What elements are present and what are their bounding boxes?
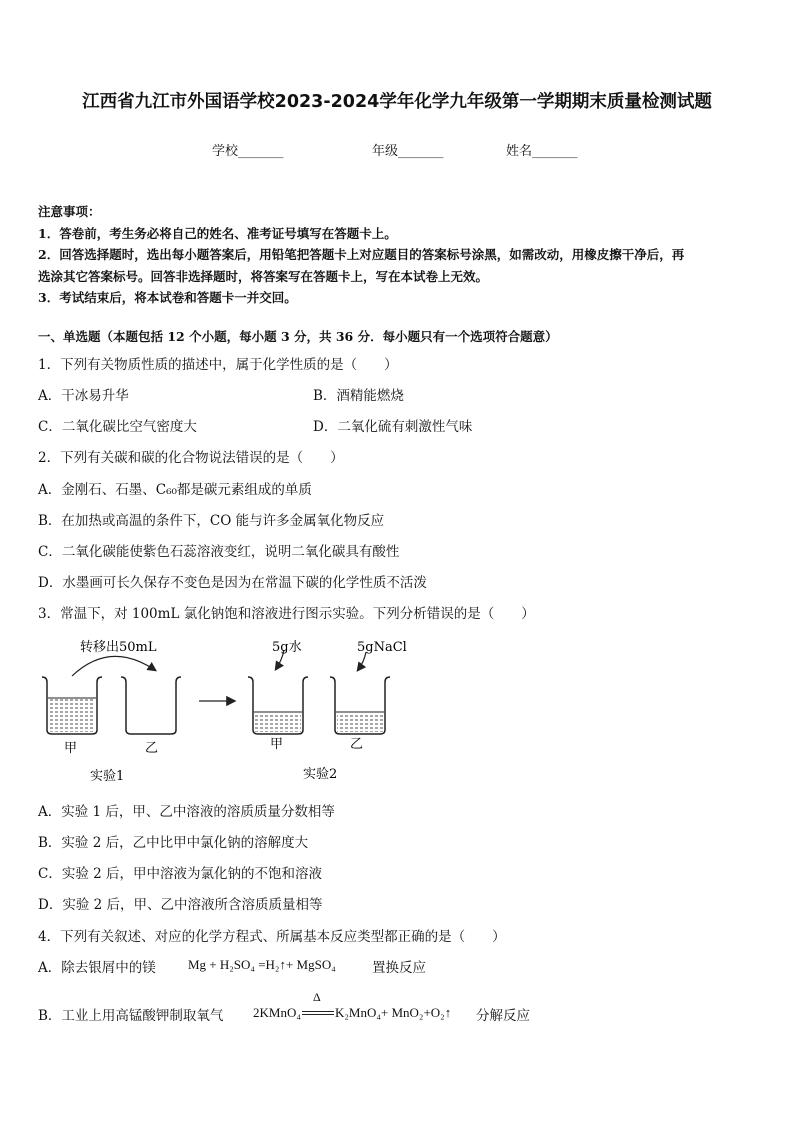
nacl-label: 5gNaCl: [357, 640, 407, 655]
q3-option-b[interactable]: B．实验 2 后，乙中比甲中氯化钠的溶解度大: [38, 835, 309, 851]
q4-option-b-condition: Δ: [313, 990, 321, 1004]
q2-option-b[interactable]: B．在加热或高温的条件下，CO 能与许多金属氧化物反应: [38, 513, 385, 529]
q4-option-b-type: 分解反应: [476, 1008, 530, 1024]
notes-item-2a: 2．回答选择题时，选出每小题答案后，用铅笔把答题卡上对应题目的答案标号涂黑，如需改动，用橡皮擦干净后，再: [38, 247, 685, 262]
name-field[interactable]: 姓名_______: [506, 144, 578, 159]
q3-option-c[interactable]: C．实验 2 后，甲中溶液为氯化钠的不饱和溶液: [38, 866, 323, 882]
notes-item-2b: 选涂其它答案标号。回答非选择题时，将答案写在答题卡上，写在本试卷上无效。: [38, 268, 489, 284]
school-field[interactable]: 学校_______: [212, 144, 284, 159]
notes-item-3: 3．考试结束后，将本试卷和答题卡一并交回。: [38, 290, 297, 305]
q2-option-c[interactable]: C．二氧化碳能使紫色石蕊溶液变红，说明二氧化碳具有酸性: [38, 544, 400, 560]
transfer-label: 转移出50mL: [80, 640, 157, 655]
label-jia-exp2: 甲: [270, 737, 284, 752]
q4-option-b-reaction-bar-2: [302, 1014, 334, 1015]
q3-experiment-figure: [0, 630, 794, 790]
q3-option-a[interactable]: A．实验 1 后，甲、乙中溶液的溶质质量分数相等: [38, 804, 335, 820]
section-heading: 一、单选题（本题包括 12 个小题，每小题 3 分，共 36 分．每小题只有一个选项符合题意）: [38, 329, 558, 344]
q4-option-b-equation-left: 2KMnO₄: [253, 1005, 301, 1020]
q2-option-d[interactable]: D．水墨画可长久保存不变色是因为在常温下碳的化学性质不活泼: [38, 575, 427, 591]
label-exp1: 实验1: [90, 769, 125, 784]
q1-option-b[interactable]: B．酒精能燃烧: [313, 388, 404, 404]
notes-block: [38, 201, 760, 309]
q1-option-d[interactable]: D．二氧化硫有刺激性气味: [313, 419, 473, 435]
notes-item-1: 1．答卷前，考生务必将自己的姓名、准考证号填写在答题卡上。: [38, 225, 397, 241]
transfer-arrow: [72, 656, 155, 676]
q3-option-d[interactable]: D．实验 2 后，甲、乙中溶液所含溶质质量相等: [38, 897, 323, 913]
q4-option-b-equation-right: K₂MnO₄+ MnO₂+O₂↑: [335, 1005, 452, 1020]
page-title: 江西省九江市外国语学校2023-2024学年化学九年级第一学期期末质量检测试题: [82, 92, 712, 112]
q1-stem: 1．下列有关物质性质的描述中，属于化学性质的是（ ）: [38, 357, 398, 373]
beaker-yi-exp1: [121, 677, 181, 734]
beaker-jia-exp1: [42, 677, 102, 734]
notes-heading: 注意事项：: [38, 204, 101, 219]
grade-field[interactable]: 年级_______: [372, 144, 444, 159]
q4-option-a-type: 置换反应: [372, 960, 426, 976]
q4-stem: 4．下列有关叙述、对应的化学方程式、所属基本反应类型都正确的是（ ）: [38, 929, 506, 945]
water-label: 5g水: [272, 640, 302, 655]
q4-option-b-reaction-bar: [302, 1011, 334, 1012]
label-exp2: 实验2: [303, 767, 338, 782]
q1-option-c[interactable]: C．二氧化碳比空气密度大: [38, 419, 197, 435]
q3-stem: 3．常温下，对 100mL 氯化钠饱和溶液进行图示实验。下列分析错误的是（ ）: [38, 606, 535, 622]
beaker-jia-exp2: [248, 677, 308, 734]
label-yi-exp1: 乙: [145, 741, 159, 756]
q4-option-a-text[interactable]: A．除去银屑中的镁: [38, 960, 156, 976]
q2-stem: 2．下列有关碳和碳的化合物说法错误的是（ ）: [38, 450, 344, 466]
q4-option-b-text[interactable]: B．工业上用高锰酸钾制取氧气: [38, 1008, 224, 1024]
q2-option-a[interactable]: A．金刚石、石墨、C₆₀都是碳元素组成的单质: [38, 482, 312, 498]
beaker-yi-exp2: [330, 677, 390, 734]
label-jia-exp1: 甲: [64, 741, 78, 756]
q4-option-a-equation: Mg + H₂SO₄ =H₂↑+ MgSO₄: [188, 957, 336, 972]
q1-option-a[interactable]: A．干冰易升华: [38, 388, 129, 404]
label-yi-exp2: 乙: [350, 737, 364, 752]
